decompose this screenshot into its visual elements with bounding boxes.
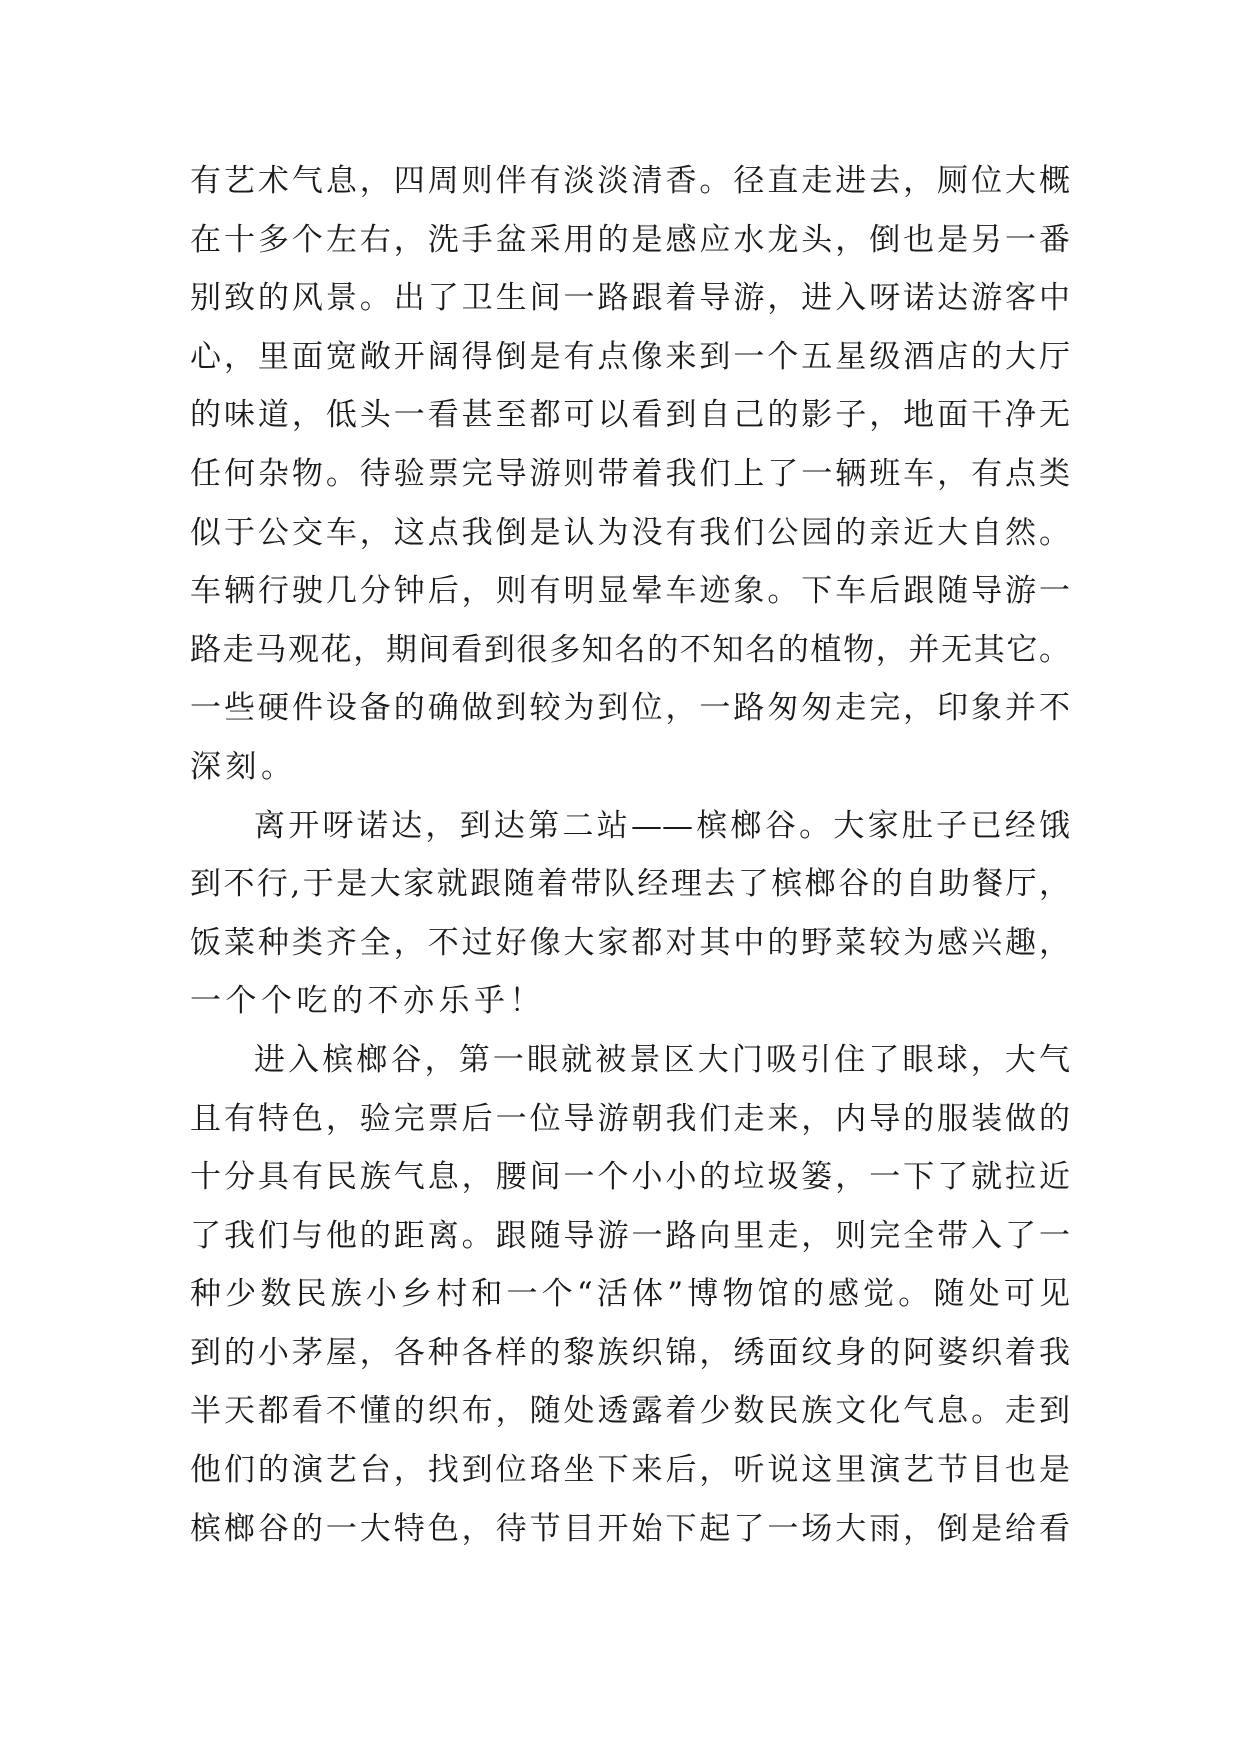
- text-line: 路走马观花，期间看到很多知名的不知名的植物，并无其它。: [190, 631, 1070, 668]
- text-line: 半天都看不懂的织布，随处透露着少数民族文化气息。走到: [190, 1393, 1070, 1430]
- text-line: 十分具有民族气息，腰间一个小小的垃圾篓，一下了就拉近: [190, 1159, 1070, 1196]
- text-line: 有艺术气息，四周则伴有淡淡清香。径直走进去，厕位大概: [190, 163, 1070, 199]
- paragraph-first-line: 进入槟榔谷，第一眼就被景区大门吸引住了眼球，大气: [254, 1041, 1070, 1078]
- text-line: 他们的演艺台，找到位珞坐下来后，听说这里演艺节目也是: [190, 1452, 1070, 1489]
- text-line: 在十多个左右，洗手盆采用的是感应水龙头，倒也是另一番: [190, 221, 1070, 258]
- text-line: 深刻。: [190, 748, 297, 785]
- text-line: 似于公交车，这点我倒是认为没有我们公园的亲近大自然。: [190, 514, 1070, 551]
- text-line: 任何杂物。待验票完导游则带着我们上了一辆班车，有点类: [190, 455, 1070, 492]
- text-line: 的味道，低头一看甚至都可以看到自己的影子，地面干净无: [190, 397, 1070, 434]
- text-line: 心，里面宽敞开阔得倒是有点像来到一个五星级酒店的大厅: [190, 338, 1070, 375]
- text-line: 别致的风景。出了卫生间一路跟着导游，进入呀诺达游客中: [190, 280, 1070, 317]
- text-line: 槟榔谷的一大特色，待节目开始下起了一场大雨，倒是给看: [190, 1510, 1070, 1547]
- text-line: 种少数民族小乡村和一个“活体”博物馆的感觉。随处可见: [190, 1276, 1070, 1313]
- text-line: 饭菜种类齐全，不过好像大家都对其中的野菜较为感兴趣，: [190, 924, 1070, 961]
- text-line: 一些硬件设备的确做到较为到位，一路匆匆走完，印象并不: [190, 690, 1070, 727]
- document-body: [190, 152, 1070, 1558]
- paragraph-first-line: 离开呀诺达，到达第二站——槟榔谷。大家肚子已经饿: [254, 807, 1070, 844]
- text-line: 且有特色，验完票后一位导游朝我们走来，内导的服装做的: [190, 1100, 1070, 1137]
- text-line: 到的小茅屋，各种各样的黎族织锦，绣面纹身的阿婆织着我: [190, 1334, 1070, 1371]
- text-line: 到不行,于是大家就跟随着带队经理去了槟榔谷的自助餐厅，: [190, 866, 1070, 903]
- text-line: 车辆行驶几分钟后，则有明显晕车迹象。下车后跟随导游一: [190, 573, 1070, 610]
- text-line: 一个个吃的不亦乐乎！: [190, 983, 545, 1020]
- text-line: 了我们与他的距离。跟随导游一路向里走，则完全带入了一: [190, 1217, 1070, 1254]
